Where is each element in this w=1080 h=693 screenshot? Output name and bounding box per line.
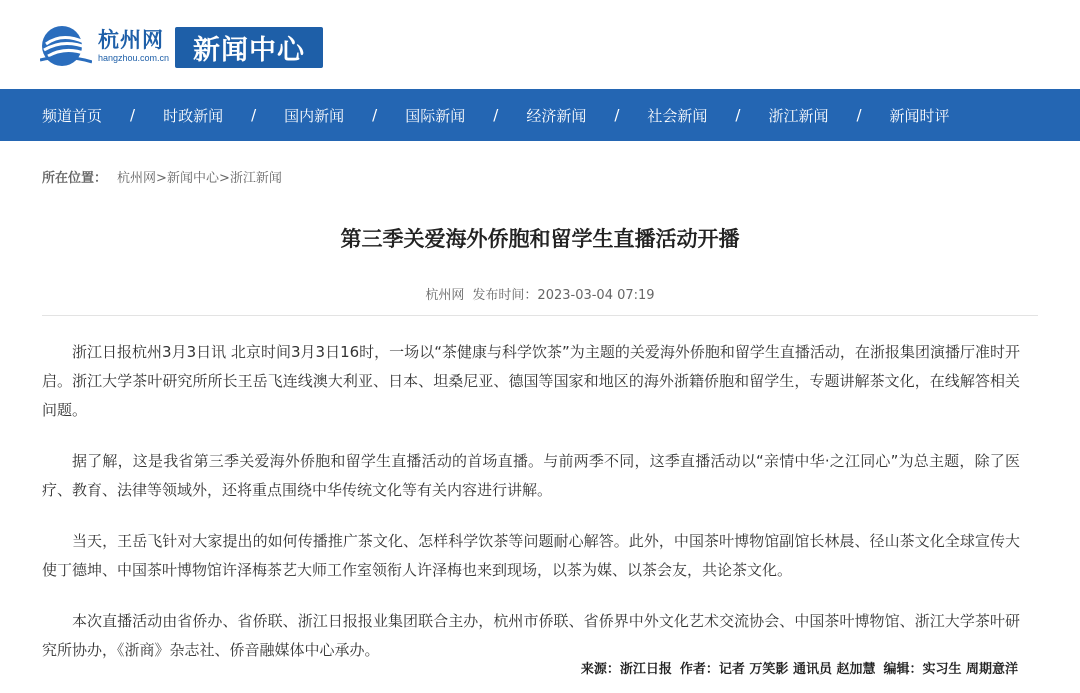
nav-separator: / <box>735 106 741 124</box>
breadcrumb-separator: > <box>218 171 230 186</box>
article-paragraph: 浙江日报杭州3月3日讯 北京时间3月3日16时，一场以“茶健康与科学饮茶”为主题的关爱海外侨胞和留学生直播活动，在浙报集团演播厅准时开启。浙江大学茶叶研究所所长王岳飞连线澳大利亚、日本、坦桑尼亚、德国等国家和地区的海外浙籍侨胞和留学生，专题讲解茶文化，在线解答相关问题。 <box>42 343 1020 419</box>
nav-item-zhejiang[interactable]: 浙江新闻 <box>768 106 829 125</box>
logo-name: 杭州网 <box>98 28 164 52</box>
article-paragraph: 据了解，这是我省第三季关爱海外侨胞和留学生直播活动的首场直播。与前两季不同，这季直播活动以“亲情中华·之江同心”为总主题，除了医疗、教育、法律等领域外，还将重点围绕中华传统文化等有关内容进行讲解。 <box>42 452 1020 499</box>
article-paragraph: 当天，王岳飞针对大家提出的如何传播推广茶文化、怎样科学饮茶等问题耐心解答。此外，中国茶叶博物馆副馆长林晨、径山茶文化全球宣传大使丁德坤、中国茶叶博物馆许泽梅茶艺大师工作室领衔人许泽梅也来到现场，以茶为媒、以茶会友，共论茶文化。 <box>42 532 1020 579</box>
breadcrumb-link-zhejiang-news[interactable]: 浙江新闻 <box>229 171 282 186</box>
nav-item-economy[interactable]: 经济新闻 <box>526 106 587 125</box>
article-publisher: 杭州网 <box>425 288 465 303</box>
article-body <box>42 338 1020 687</box>
nav-item-commentary[interactable]: 新闻时评 <box>889 106 950 125</box>
article-author: 作者：记者 万笑影 通讯员 赵加慧 <box>679 662 876 677</box>
article-source: 来源：浙江日报 <box>580 662 672 677</box>
nav-separator: / <box>130 106 136 124</box>
nav-item-home[interactable]: 频道首页 <box>42 106 103 125</box>
article-publish-time: 发布时间：2023-03-04 07:19 <box>472 288 655 303</box>
section-title: 新闻中心 <box>193 35 305 66</box>
article-source-line <box>581 658 1018 677</box>
site-header <box>0 0 1080 89</box>
nav-separator: / <box>372 106 378 124</box>
nav-separator: / <box>493 106 499 124</box>
site-logo[interactable] <box>40 22 169 70</box>
breadcrumb-link-news-center[interactable]: 新闻中心 <box>166 171 219 186</box>
main-nav <box>0 89 1080 141</box>
nav-item-domestic[interactable]: 国内新闻 <box>284 106 345 125</box>
breadcrumb-separator: > <box>156 171 167 186</box>
article-paragraph: 本次直播活动由省侨办、省侨联、浙江日报报业集团联合主办，杭州市侨联、省侨界中外文化艺术交流协会、中国茶叶博物馆、浙江大学茶叶研究所协办，《浙商》杂志社、侨音融媒体中心承办。 <box>42 612 1020 659</box>
breadcrumb <box>42 167 282 186</box>
breadcrumb-link-home[interactable]: 杭州网 <box>117 171 157 186</box>
nav-separator: / <box>856 106 862 124</box>
article-editor: 编辑：实习生 周期意洋 <box>883 662 1018 677</box>
breadcrumb-label: 所在位置： <box>42 171 108 186</box>
nav-item-international[interactable]: 国际新闻 <box>405 106 466 125</box>
hangzhou-logo-icon <box>40 24 92 68</box>
logo-domain: hangzhou.com.cn <box>98 53 170 63</box>
title-divider <box>42 315 1038 316</box>
nav-separator: / <box>251 106 257 124</box>
article-title: 第三季关爱海外侨胞和留学生直播活动开播 <box>340 227 740 251</box>
nav-item-society[interactable]: 社会新闻 <box>647 106 708 125</box>
nav-item-politics[interactable]: 时政新闻 <box>163 106 224 125</box>
nav-separator: / <box>614 106 620 124</box>
article-meta <box>0 284 1080 303</box>
section-title-badge[interactable] <box>175 27 323 68</box>
